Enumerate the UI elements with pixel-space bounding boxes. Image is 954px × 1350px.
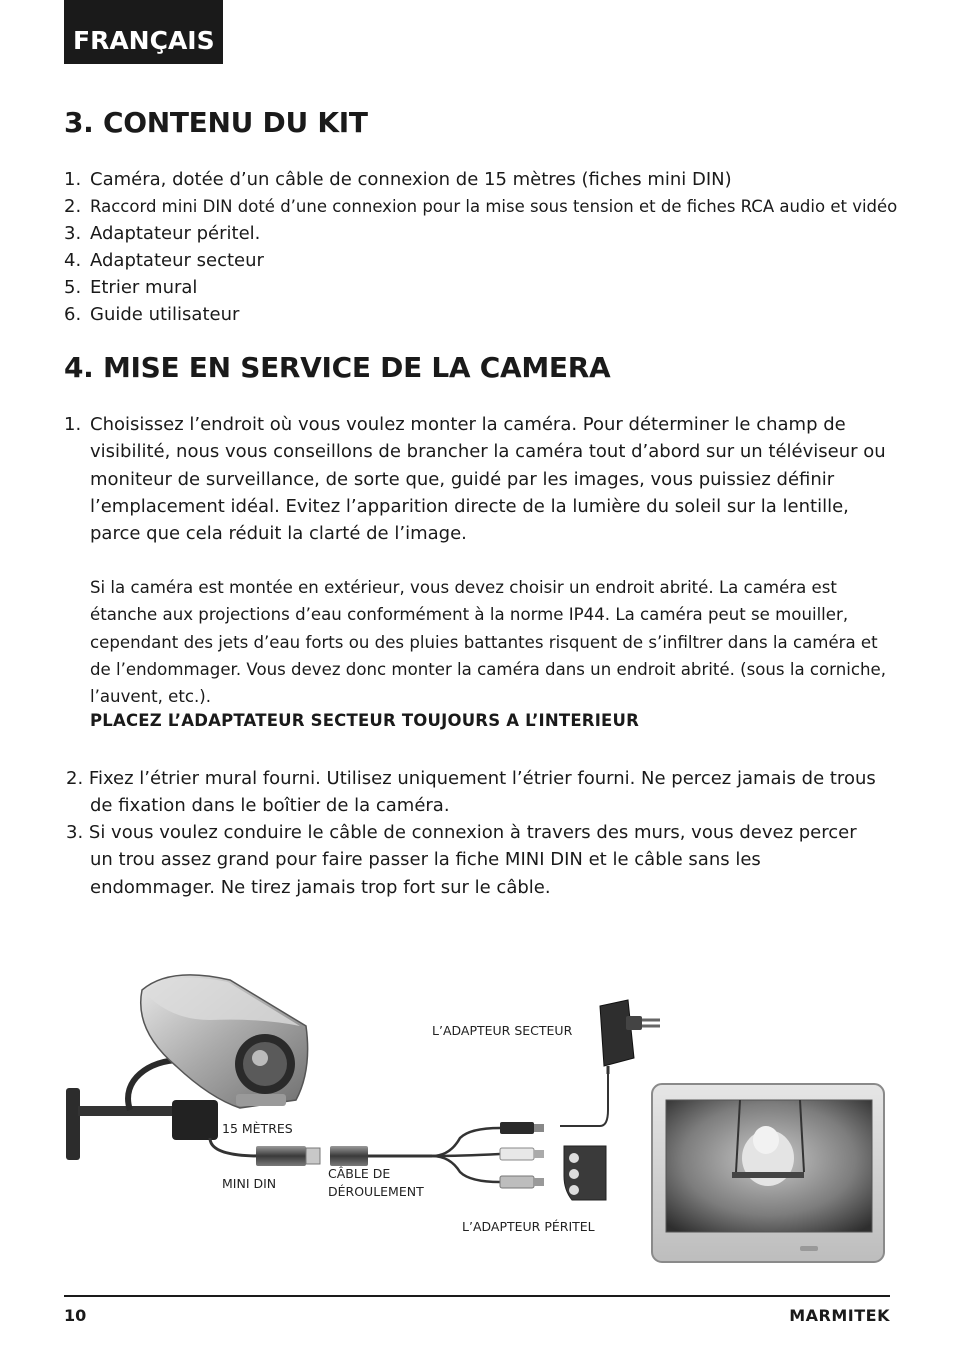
language-label: FRANÇAIS [73, 26, 215, 55]
label-15-meters: 15 MÈTRES [222, 1121, 293, 1136]
list-item-number: 4. [64, 250, 82, 271]
list-item-text: Raccord mini DIN doté d’une connexion pour la mise sous tension et de fiches RCA audio et vidéo [90, 197, 898, 216]
label-cable-line-2: DÉROULEMENT [328, 1184, 424, 1199]
label-power-adapter: L’ADAPTEUR SECTEUR [432, 1023, 573, 1038]
scart-adapter-icon [564, 1146, 606, 1200]
list-item [64, 247, 894, 274]
list-item-number: 6. [64, 304, 82, 325]
language-tab [64, 0, 223, 64]
list-item [64, 220, 894, 247]
list-item-text: Caméra, dotée d’un câble de connexion de 15 mètres (fiches mini DIN) [90, 169, 732, 190]
list-item-number: 2. [64, 196, 82, 217]
step-2-text: 2. Fixez l’étrier mural fourni. Utilisez uniquement l’étrier fourni. Ne percez jamais de trous de fixation dans le boîtier de la caméra. [66, 768, 876, 817]
brand-name: MARMITEK [789, 1306, 890, 1325]
step-1-number: 1. [64, 414, 82, 435]
list-item [64, 301, 894, 328]
list-item-number: 1. [64, 169, 82, 190]
outdoor-note: Si la caméra est montée en extérieur, vous devez choisir un endroit abrité. La caméra est étanche aux projections d’eau conformément à la norme IP44. La caméra peut se mouiller, cependant des jets d’eau forts ou des pluies battantes risquent de s’infiltrer dans la caméra et de l’endommager. Vous devez donc monter la caméra dans un endroit abrité. (sous la corniche, l’auvent, etc.). [90, 578, 886, 707]
label-cable-line-1: CÂBLE DE [328, 1166, 391, 1181]
list-item [64, 193, 898, 220]
section-4-title: 4. MISE EN SERVICE DE LA CAMERA [64, 351, 611, 384]
kit-contents-list [64, 166, 898, 328]
step-1-text: Choisissez l’endroit où vous voulez monter la caméra. Pour déterminer le champ de visibilité, nous vous conseillons de brancher la caméra tout d’abord sur un téléviseur ou moniteur de surveillance, de sorte que, guidé par les images, vous puissiez définir l’emplacement idéal. Evitez l’apparition directe de la lumière du soleil sur la lentille, parce que cela réduit la clarté de l’image. [90, 414, 886, 545]
list-item [64, 166, 894, 193]
list-item-text: Adaptateur secteur [90, 250, 264, 271]
connection-diagram [60, 960, 890, 1270]
footer-rule [64, 1295, 890, 1297]
warning-text: PLACEZ L’ADAPTATEUR SECTEUR TOUJOURS A L’INTERIEUR [90, 711, 640, 730]
camera-icon [141, 975, 308, 1108]
list-item-text: Adaptateur péritel. [90, 223, 261, 244]
section-3-title: 3. CONTENU DU KIT [64, 106, 368, 139]
list-item-text: Guide utilisateur [90, 304, 240, 325]
list-item-number: 5. [64, 277, 82, 298]
extension-cable-icon [330, 1146, 432, 1166]
label-mini-din: MINI DIN [222, 1176, 277, 1191]
list-item-text: Etrier mural [90, 277, 198, 298]
power-adapter-icon [600, 1000, 660, 1074]
mini-din-plug-icon [256, 1146, 320, 1166]
step-3-text: 3. Si vous voulez conduire le câble de connexion à travers des murs, vous devez percer un trou assez grand pour faire passer la fiche MINI DIN et le câble sans les endommager. Ne tirez jamais trop fort sur le câble. [66, 822, 857, 898]
list-item [64, 274, 894, 301]
page-number: 10 [64, 1306, 87, 1325]
television-icon [652, 1084, 884, 1262]
label-scart-adapter: L’ADAPTEUR PÉRITEL [462, 1219, 595, 1234]
list-item-number: 3. [64, 223, 82, 244]
